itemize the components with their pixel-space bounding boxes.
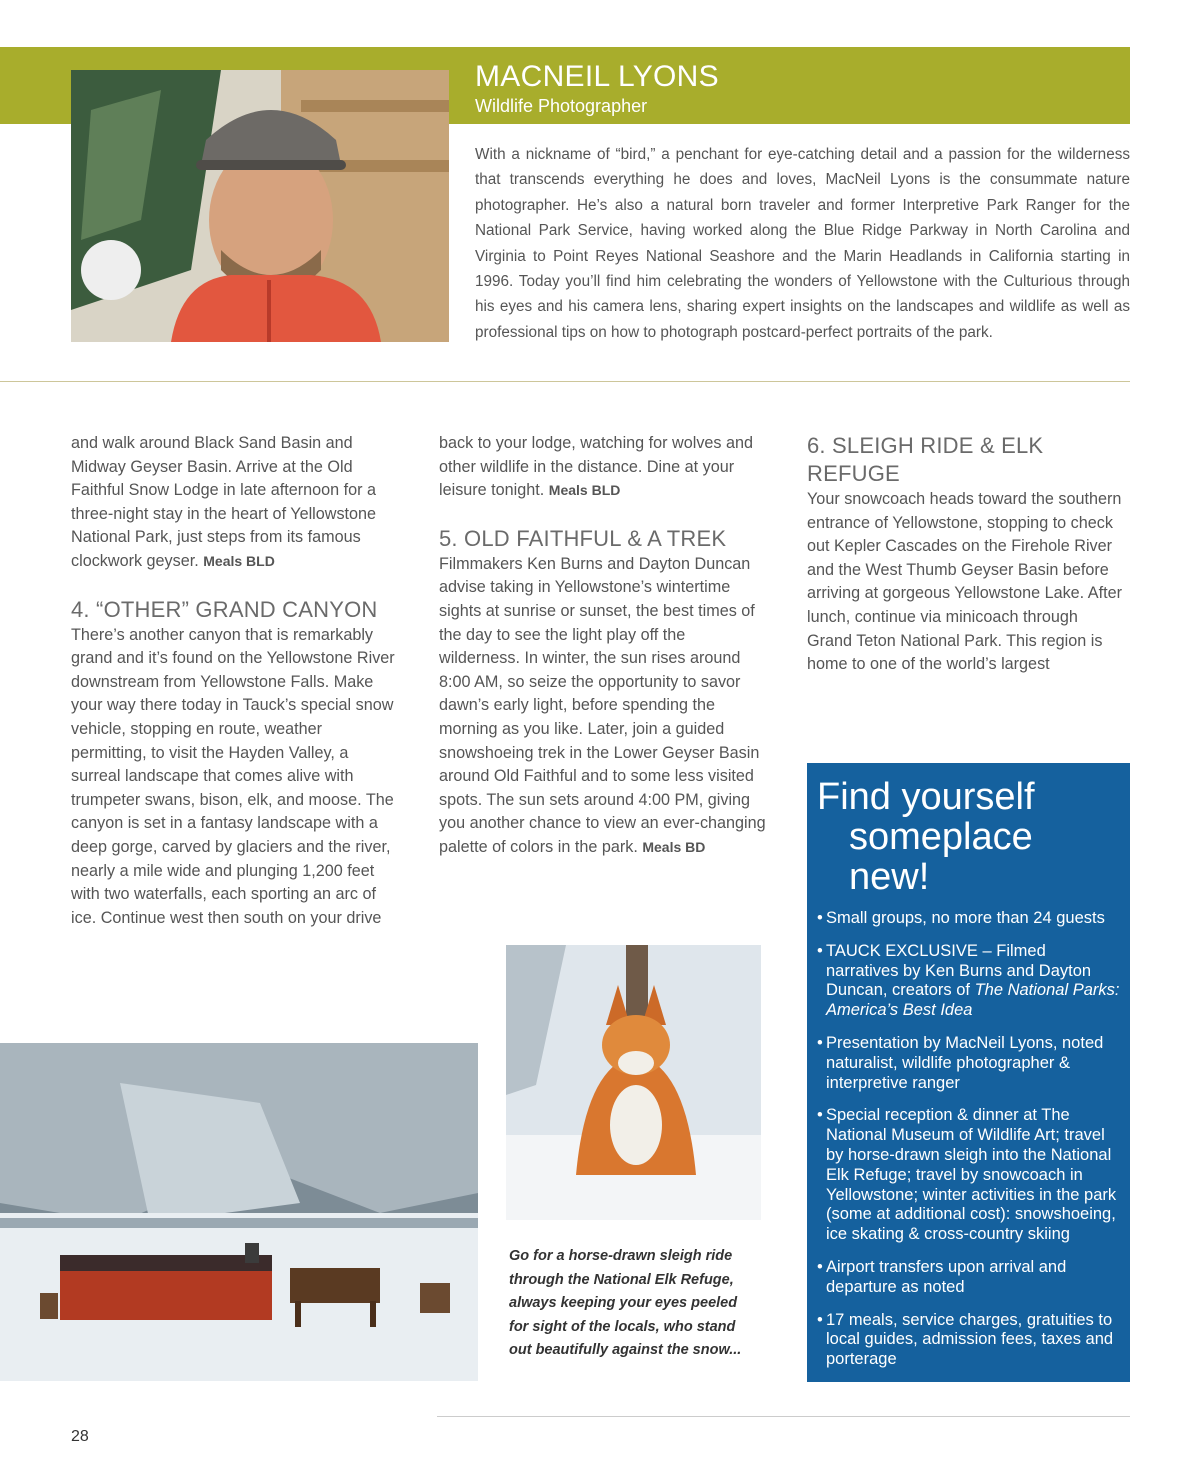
day6-heading: 6. SLEIGH RIDE & ELK REFUGE (807, 433, 1044, 486)
promo-item: • Special reception & dinner at The National Museum of Wildlife Art; travel by horse-drawn sleigh into the National Elk Refuge; travel by snowcoach in Yellowstone; winter activities in the park (some at additional cost): snowshoeing, ice skating & cross-country skiing (817, 1106, 1117, 1244)
promo-item: • Presentation by MacNeil Lyons, noted naturalist, wildlife photographer & interpretive ranger (817, 1033, 1104, 1092)
day3-continued-text: and walk around Black Sand Basin and Midway Geyser Basin. Arrive at the Old Faithful Snow Lodge in late afternoon for a three-night stay in the heart of Yellowstone National Park, just steps from its famous clockwork geyser. Meals BLD (71, 434, 377, 570)
day4-text: There’s another canyon that is remarkably grand and it’s found on the Yellowstone River downstream from Yellowstone Falls. Make your way there today in Tauck’s special snow vehicle, stopping en route, weather permitting, to visit the Hayden Valley, a surreal landscape that comes alive with trumpeter swans, bison, elk, and moose. The canyon is set in a fantasy landscape with a deep gorge, carved by glaciers and the river, nearly a mile wide and plunging 1,200 feet with two waterfalls, each sporting an arc of ice. Continue west then south on your drive (71, 625, 395, 927)
section-divider (0, 381, 1130, 382)
photo-caption: Go for a horse-drawn sleigh ride through the National Elk Refuge, always keeping your eyes peeled for sight of the locals, who stand out beautifully against the snow... (509, 1248, 742, 1359)
promo-item: • 17 meals, service charges, gratuities to local guides, admission fees, taxes and porterage (817, 1310, 1114, 1369)
promo-item: • Airport transfers upon arrival and departure as noted (817, 1257, 1067, 1296)
fox-photo (506, 945, 761, 1220)
sleigh-ride-photo (0, 1043, 478, 1381)
profile-name: MACNEIL LYONS (475, 60, 719, 93)
day5-heading: 5. OLD FAITHFUL & A TREK (439, 525, 727, 551)
meals-label: Meals BLD (203, 552, 275, 569)
portrait-photo (71, 70, 449, 342)
day4-heading: 4. “OTHER” GRAND CANYON (71, 596, 378, 622)
promo-item: • Small groups, no more than 24 guests (817, 909, 1105, 927)
page-number: 28 (71, 1428, 89, 1445)
promo-item: • TAUCK EXCLUSIVE – Filmed narratives by Ken Burns and Dayton Duncan, creators of The National Parks: America’s Best Idea (817, 941, 1120, 1020)
column-3 (807, 432, 1127, 677)
column-2 (439, 432, 769, 860)
profile-bio: With a nickname of “bird,” a penchant for eye-catching detail and a passion for the wilderness that transcends everything he does and loves, MacNeil Lyons is the consummate nature photographer. He’s also a natural born traveler and former Interpretive Park Ranger for the National Park Service, having worked along the Blue Ridge Parkway in North Carolina and Virginia to Point Reyes National Seashore and the Marin Headlands in California starting in 1996. Today you’ll find him celebrating the wonders of Yellowstone with the Culturious through his eyes and his camera lens, sharing expert insights on the landscapes and wildlife as well as professional tips on how to photograph postcard-perfect portraits of the park. (475, 146, 1130, 341)
footer-divider (437, 1416, 1130, 1417)
day4-continued-text: back to your lodge, watching for wolves and other wildlife in the distance. Dine at your leisure tonight. Meals BLD (439, 434, 754, 500)
promo-title: Find yourself someplace new! (817, 776, 1035, 898)
column-1 (71, 432, 401, 930)
meals-label: Meals BD (642, 838, 706, 855)
promo-list (817, 909, 1122, 1370)
meals-label: Meals BLD (548, 482, 621, 499)
promo-box (807, 763, 1130, 1382)
day6-text: Your snowcoach heads toward the southern entrance of Yellowstone, stopping to check out Kepler Cascades on the Firehole River and the West Thumb Geyser Basin before arriving at gorgeous Yellowstone Lake. After lunch, continue via minicoach through Grand Teton National Park. This region is home to one of the world’s largest (807, 490, 1122, 674)
profile-title: Wildlife Photographer (475, 96, 648, 116)
day5-text: Filmmakers Ken Burns and Dayton Duncan advise taking in Yellowstone’s wintertime sights at sunrise or sunset, the best times of the day to see the light play off the wilderness. In winter, the sun rises around 8:00 AM, so seize the opportunity to savor dawn’s early light, before spending the morning as you like. Later, join a guided snowshoeing trek in the Lower Geyser Basin around Old Faithful and to some less visited spots. The sun sets around 4:00 PM, giving you another chance to view an ever-changing palette of colors in the park. Meals BD (439, 554, 766, 856)
